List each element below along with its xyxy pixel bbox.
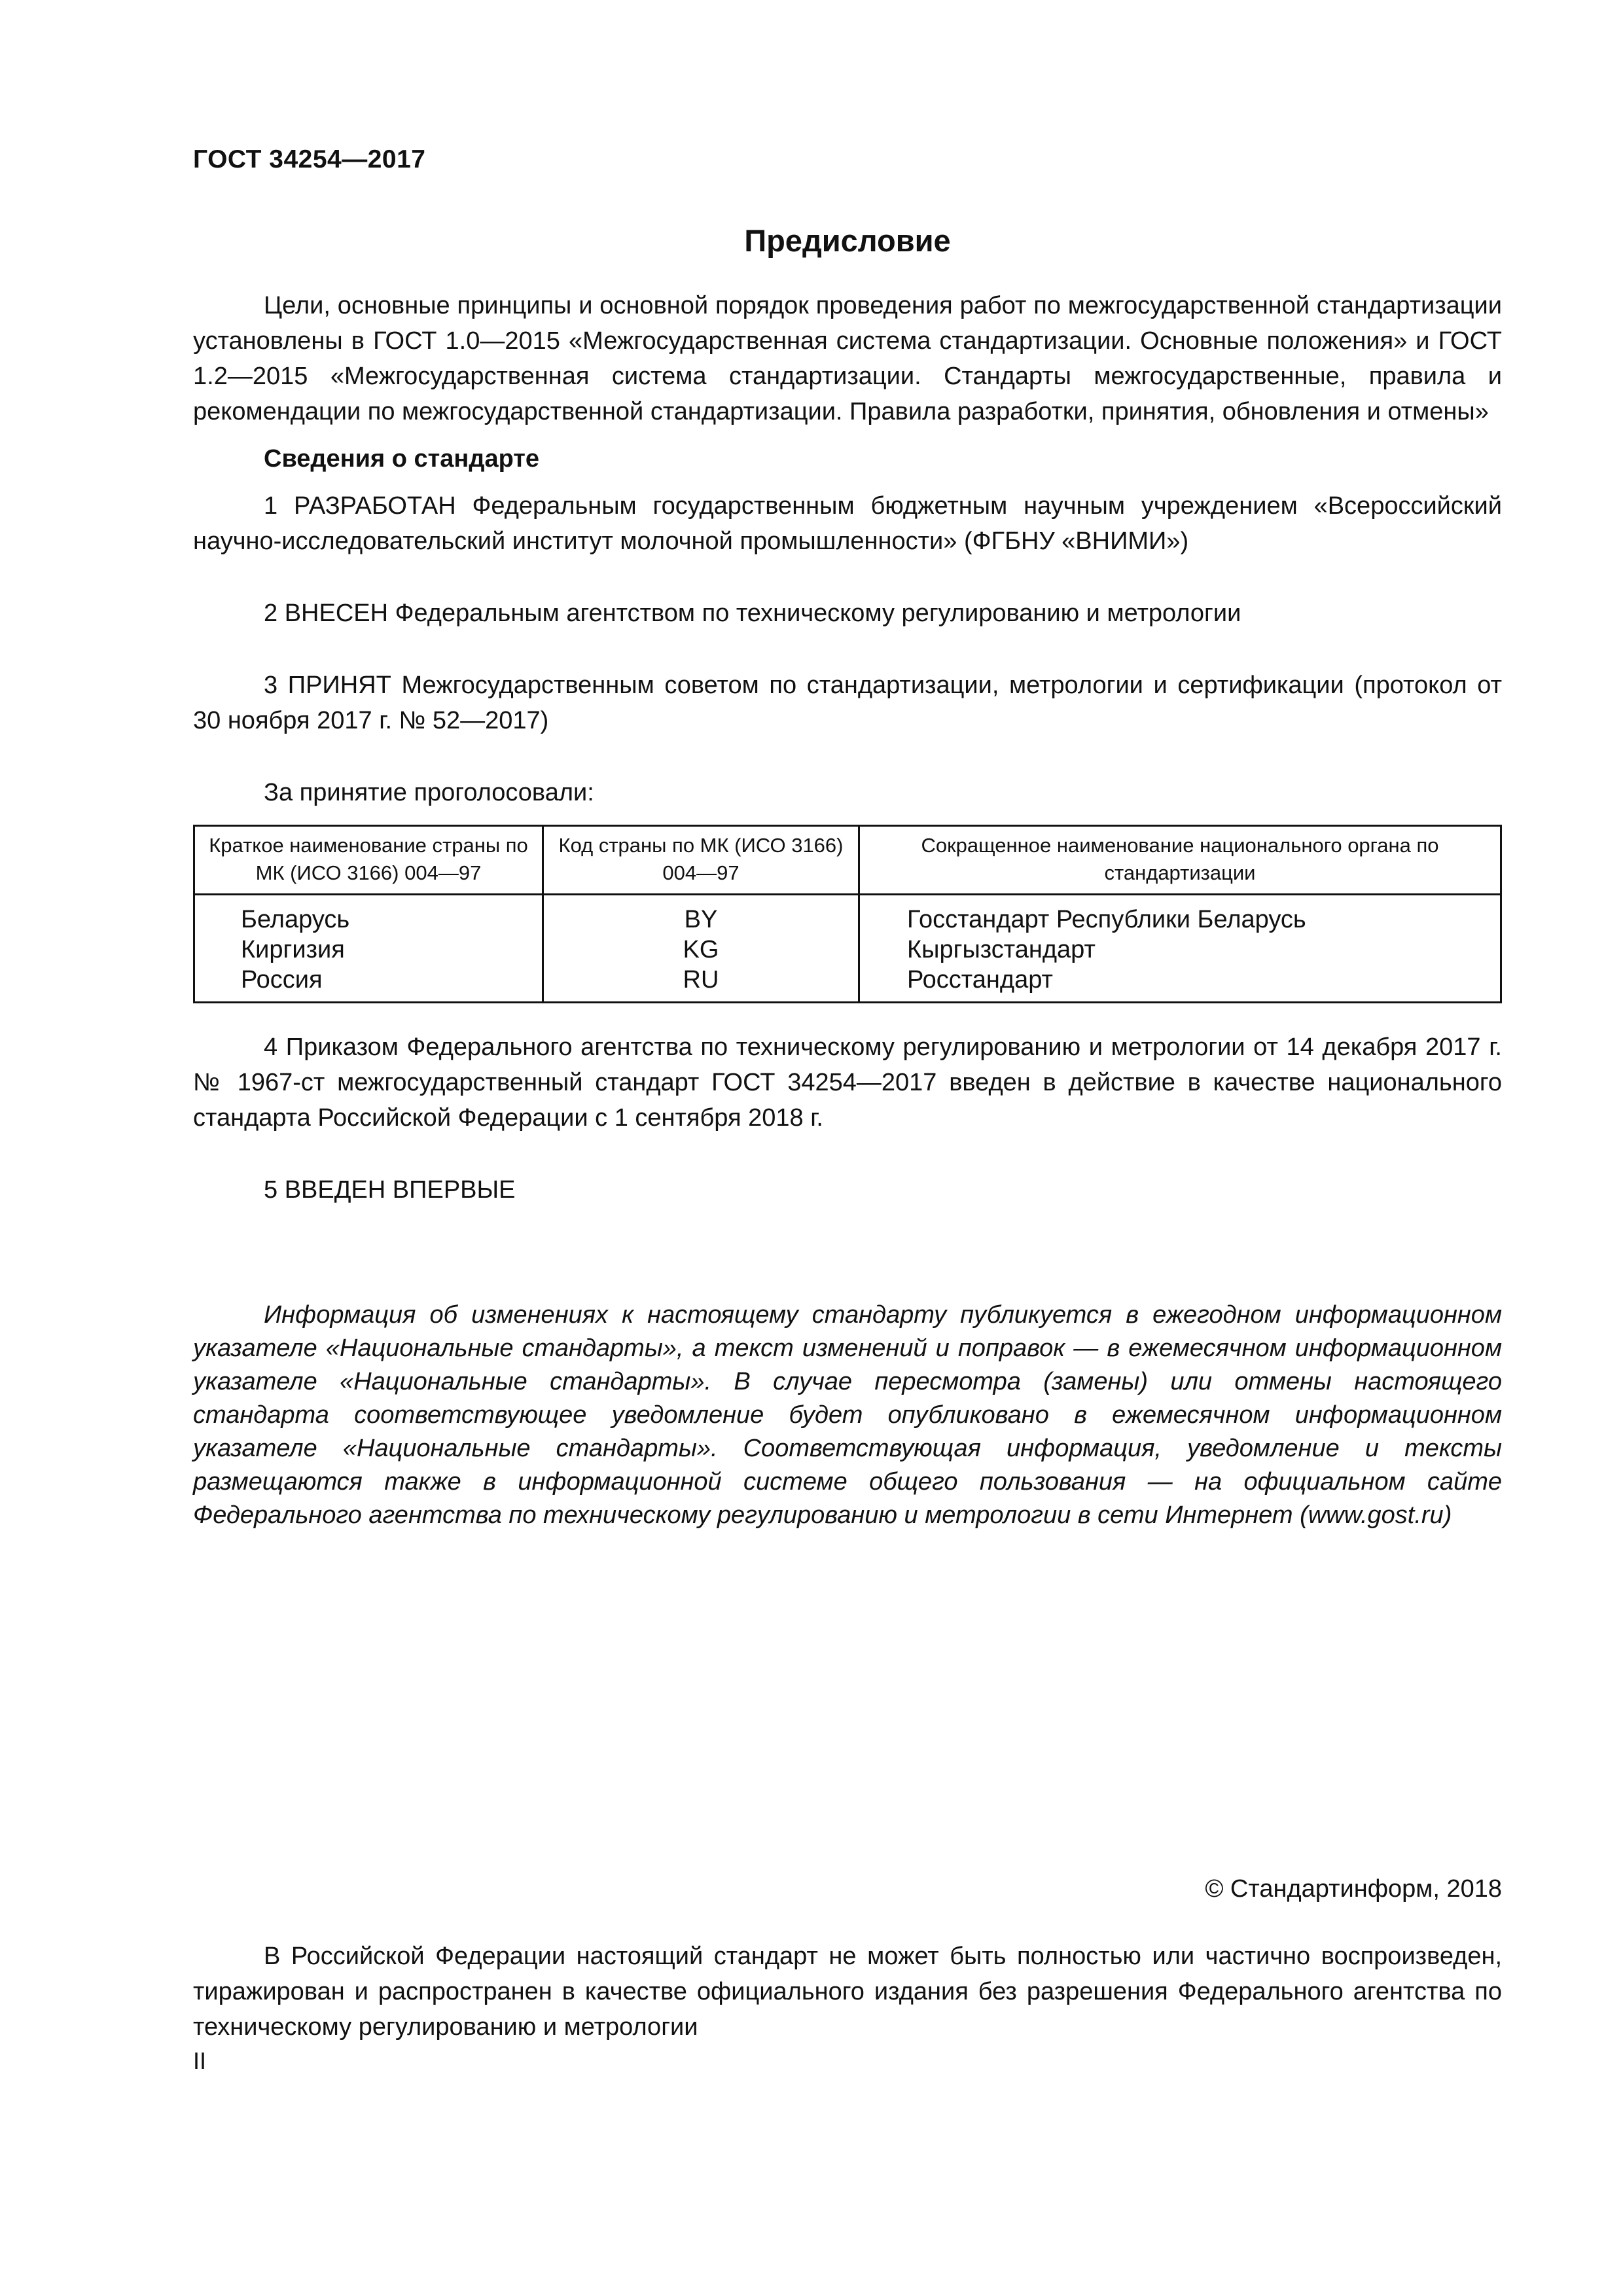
table-row [194,965,1501,1003]
table-row [194,895,1501,935]
item-enacted: 4 Приказом Федерального агентства по техническому регулированию и метрологии от 14 декабря 2017 г. № 1967-ст межгосударственный стандарт ГОСТ 34254—2017 введен в действие в качестве национального стандарта Российской Федерации с 1 сентября 2018 г. [193,1033,1502,1132]
table-cell-body: Госстандарт Республики Беларусь [859,895,1501,935]
foreword-body [193,288,1502,1208]
changes-info-paragraph [193,1299,1502,1532]
table-cell-body: Росстандарт [859,965,1501,1003]
page-number: II [193,2047,207,2074]
table-cell-country: Россия [194,965,543,1003]
document-code: ГОСТ 34254—2017 [193,145,426,173]
reproduction-notice [193,1939,1502,2045]
item-adopted: 3 ПРИНЯТ Межгосударственным советом по стандартизации, метрологии и сертификации (протокол от 30 ноября 2017 г. № 52—2017) [193,672,1502,734]
table-header-body: Сокращенное наименование национального органа по стандартизации [859,826,1501,895]
table-cell-code: KG [543,935,859,965]
intro-paragraph: Цели, основные принципы и основной порядок проведения работ по межгосударственной стандартизации установлены в ГОСТ 1.0—2015 «Межгосударственная система стандартизации. Основные положения» и ГОСТ 1.2—2015 «Межгосударственная система стандартизации. Стандарты межгосударственные, правила и рекомендации по межгосударственной стандартизации. Правила разработки, принятия, обновления и отмены» [193,292,1502,425]
item-introduced: 2 ВНЕСЕН Федеральным агентством по техническому регулированию и метрологии [264,600,1241,627]
copyright-line: © Стандартинформ, 2018 [1205,1875,1502,1903]
page-title: Предисловие [744,223,951,258]
item-first-time: 5 ВВЕДЕН ВПЕРВЫЕ [264,1176,516,1204]
table-cell-code: BY [543,895,859,935]
table-header-country: Краткое наименование страны по МК (ИСО 3166) 004—97 [194,826,543,895]
table-cell-code: RU [543,965,859,1003]
table-header-row [194,826,1501,895]
voted-label: За принятие проголосовали: [264,779,594,806]
table-cell-country: Киргизия [194,935,543,965]
table-row [194,935,1501,965]
item-developed: 1 РАЗРАБОТАН Федеральным государственным бюджетным научным учреждением «Всероссийский научно-исследовательский институт молочной промышленности» (ФГБНУ «ВНИМИ») [193,492,1502,555]
standard-info-heading: Сведения о стандарте [264,445,540,473]
table-header-code: Код страны по МК (ИСО 3166) 004—97 [543,826,859,895]
table-cell-country: Беларусь [194,895,543,935]
voting-table [193,825,1502,1003]
table-cell-body: Кыргызстандарт [859,935,1501,965]
changes-info-text: Информация об изменениях к настоящему стандарту публикуется в ежегодном информационном указателе «Национальные стандарты», а текст изменений и поправок — в ежемесячном информационном указателе «Национальные стандарты». В случае пересмотра (замены) или отмены настоящего стандарта соответствующее уведомление будет опубликовано в ежемесячном информационном указателе «Национальные стандарты». Соответствующая информация, уведомление и тексты размещаются также в информационной системе общего пользования — на официальном сайте Федерального агентства по техническому регулированию и метрологии в сети Интернет (www.gost.ru) [193,1301,1502,1529]
reproduction-notice-text: В Российской Федерации настоящий стандарт не может быть полностью или частично воспроизведен, тиражирован и распространен в качестве официального издания без разрешения Федерального агентства по техническому регулированию и метрологии [193,1943,1502,2041]
document-page [193,0,1502,2296]
